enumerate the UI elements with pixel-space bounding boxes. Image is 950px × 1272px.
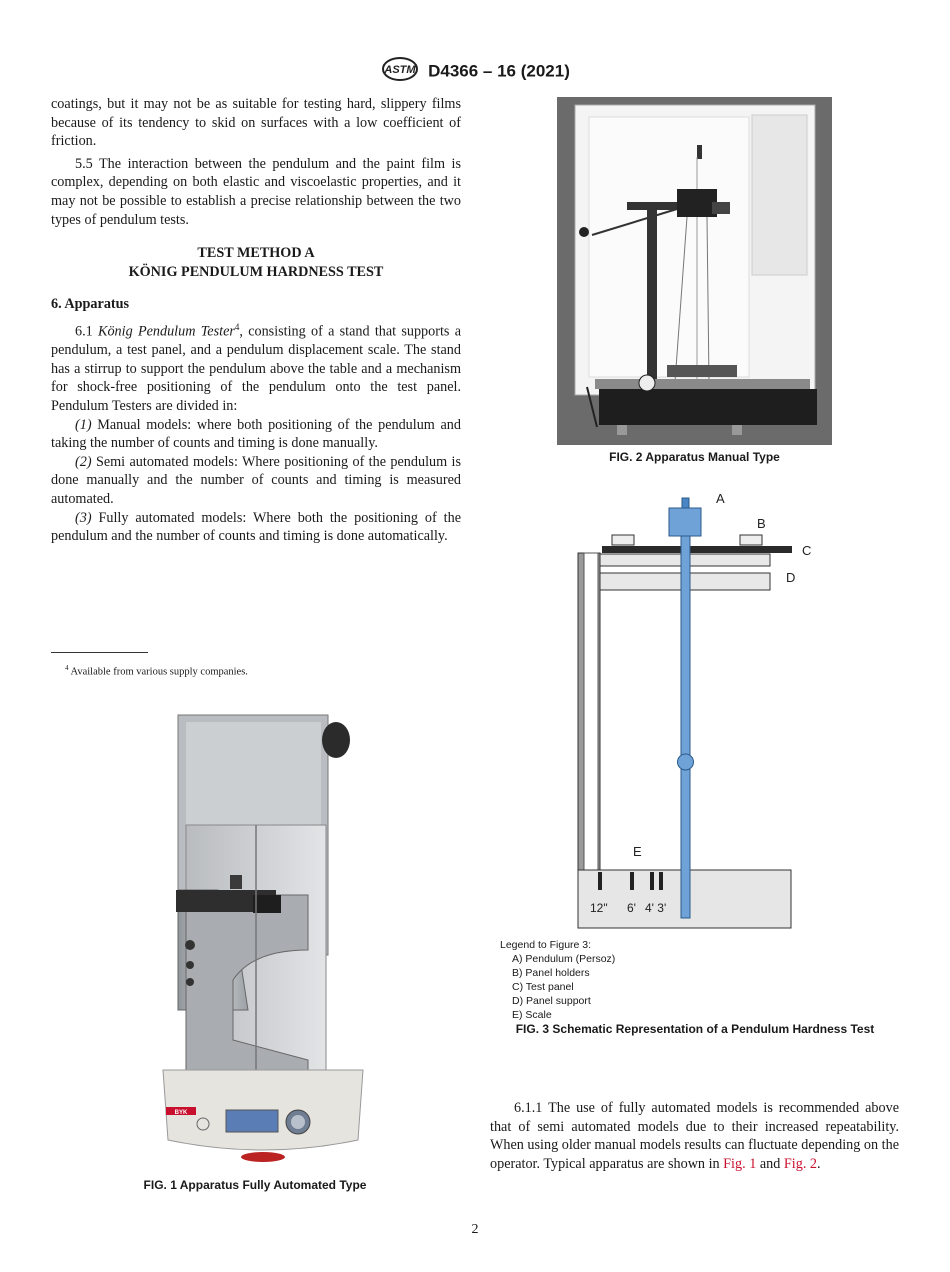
paragraph-continued: coatings, but it may not be as suitable for testing hard, slippery films because of its tendency to skid on surfaces with a low coefficient of friction. <box>51 96 461 150</box>
footnote <box>65 664 248 678</box>
test-panel <box>602 546 792 553</box>
term-italic: König Pendulum Tester <box>98 323 235 340</box>
panel-holder-right <box>740 535 762 545</box>
pendulum-rod <box>681 536 690 918</box>
fig1-caption: FIG. 1 Apparatus Fully Automated Type <box>143 1178 367 1192</box>
link-fig2[interactable]: Fig. 2 <box>783 1155 818 1172</box>
para-text: , consisting of a stand that supports a pendulum, a test panel, and a pendulum displacement scale. The stand has a stirrup to support the pendulum above the table and a mechanism for shock-free positioning of the pendulum onto the test panel. Pendulum Testers are divided in: <box>51 323 461 415</box>
paragraph-6-1-1 <box>490 1099 899 1173</box>
scale-mark-4-3: 4' 3' <box>645 901 667 915</box>
item-text: Fully automated models: Where both the positioning of the pendulum and the number of counts and timing is done automatically. <box>51 509 461 545</box>
label-e: E <box>633 844 642 859</box>
item-number: (1) <box>75 416 92 433</box>
pendulum-head <box>669 508 701 536</box>
section-heading-line2: KÖNIG PENDULUM HARDNESS TEST <box>128 263 384 280</box>
label-d: D <box>786 570 796 585</box>
footnote-number: 4 <box>65 664 69 672</box>
period: . <box>817 1155 821 1172</box>
scale-mark-12: 12" <box>590 901 608 915</box>
list-item-2 <box>51 453 461 509</box>
page-header <box>0 56 950 87</box>
item-text: Manual models: where both positioning of the pendulum and taking the number of counts and timing is done manually. <box>51 416 461 452</box>
legend-item: E) Scale <box>512 1009 552 1021</box>
legend-item: C) Test panel <box>512 981 574 993</box>
fig3-caption: FIG. 3 Schematic Representation of a Pendulum Hardness Test <box>515 1022 875 1036</box>
label-a: A <box>716 491 725 506</box>
fig2-photo <box>557 97 832 445</box>
legend-item: B) Panel holders <box>512 967 590 979</box>
list-item-1 <box>51 416 461 453</box>
scale-mark-6: 6' <box>627 901 636 915</box>
left-column <box>51 95 461 546</box>
item-text: Semi automated models: Where positioning of the pendulum is done manually and the number of counts and timing is measured automated. <box>51 453 461 508</box>
document-designation: D4366 – 16 (2021) <box>428 61 570 81</box>
link-fig1[interactable]: Fig. 1 <box>723 1155 757 1172</box>
svg-text:ASTM: ASTM <box>384 64 416 76</box>
para-text: 6.1.1 The use of fully automated models is recommended above that of semi automated models due to their increased repeatability. When using older manual models results can fluctuate depending on the operator. Typical apparatus are shown in <box>490 1100 899 1172</box>
legend-title: Legend to Figure 3: <box>500 939 592 951</box>
para-number: 6.1 <box>75 323 98 340</box>
device-brand-label: BYK <box>174 1110 188 1116</box>
item-number: (3) <box>75 509 92 526</box>
legend-item: A) Pendulum (Persoz) <box>512 953 616 965</box>
fig2-caption: FIG. 2 Apparatus Manual Type <box>609 450 780 464</box>
footnote-text: Available from various supply companies. <box>68 666 248 678</box>
fig1-photo <box>158 710 368 1165</box>
label-c: C <box>802 543 812 558</box>
label-b: B <box>757 516 766 531</box>
footnote-ref[interactable]: 4 <box>234 321 240 332</box>
and-text: and <box>756 1155 784 1172</box>
subsection-heading: 6. Apparatus <box>51 296 130 313</box>
item-number: (2) <box>75 453 92 470</box>
panel-holder-left <box>612 535 634 545</box>
page-number: 2 <box>471 1222 479 1237</box>
paragraph-5-5: 5.5 The interaction between the pendulum and the paint film is complex, depending on both elastic and viscoelastic properties, and it may not be possible to establish a precise relationship between the two types of pendulum tests. <box>51 155 461 228</box>
legend-item: D) Panel support <box>512 995 591 1007</box>
footnote-rule <box>51 652 148 653</box>
section-heading <box>51 244 461 281</box>
fig3-schematic <box>570 488 810 933</box>
section-heading-line1: TEST METHOD A <box>197 245 315 262</box>
paragraph-6-1 <box>51 318 461 416</box>
fig3-legend <box>500 938 615 1022</box>
pendulum-weight <box>678 754 694 770</box>
list-item-3 <box>51 509 461 546</box>
astm-logo <box>380 56 420 87</box>
